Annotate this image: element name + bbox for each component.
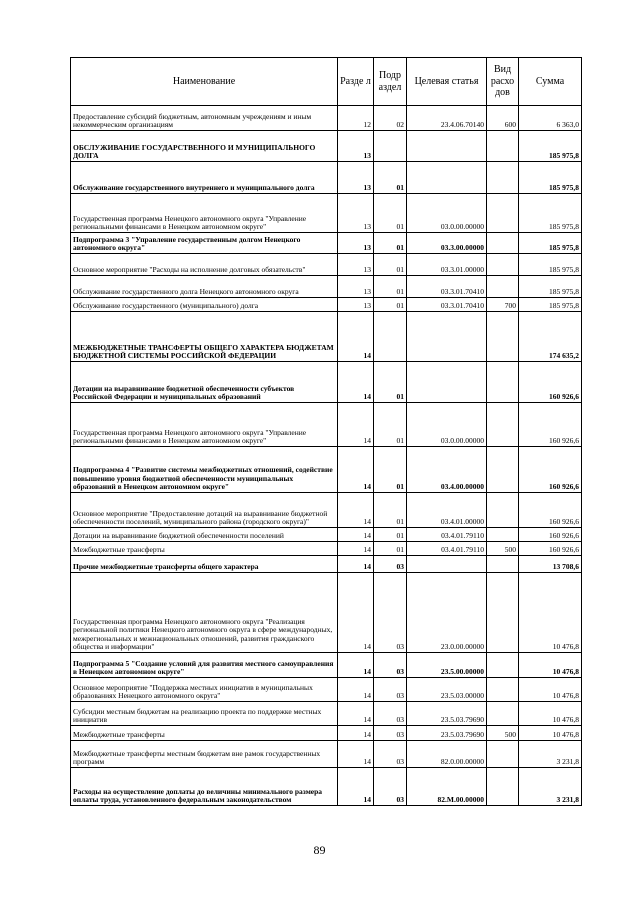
cell-section: 14 [338,556,374,573]
cell-subsection: 01 [374,298,407,312]
cell-expense-type [487,362,519,403]
cell-name: Основное мероприятие "Предоставление дотаций на выравнивание бюджетной обеспеченности поселений, муниципального района (городского округа)" [71,493,338,528]
cell-section: 14 [338,403,374,447]
cell-target: 03.0.00.00000 [407,194,487,233]
cell-target: 03.4.01.79110 [407,542,487,556]
table-row [71,233,582,254]
cell-target [407,162,487,194]
cell-section: 14 [338,726,374,741]
cell-expense-type: 500 [487,726,519,741]
cell-expense-type [487,678,519,702]
cell-subsection [374,312,407,362]
cell-section: 13 [338,162,374,194]
cell-subsection: 01 [374,254,407,276]
cell-amount: 174 635,2 [519,312,582,362]
cell-amount: 10 476,8 [519,573,582,653]
cell-target [407,556,487,573]
cell-name: МЕЖБЮДЖЕТНЫЕ ТРАНСФЕРТЫ ОБЩЕГО ХАРАКТЕРА БЮДЖЕТАМ БЮДЖЕТНОЙ СИСТЕМЫ РОССИЙСКОЙ ФЕДЕРАЦИИ [71,312,338,362]
table-header-row [71,58,582,106]
header-subsection: Подр аздел [374,58,407,106]
cell-name: Подпрограмма 3 "Управление государственным долгом Ненецкого автономного округа" [71,233,338,254]
cell-name: Обслуживание государственного внутреннего и муниципального долга [71,162,338,194]
cell-section: 14 [338,447,374,493]
table-row [71,768,582,806]
cell-name: Обслуживание государственного (муниципального) долга [71,298,338,312]
cell-name: Основное мероприятие "Поддержка местных инициатив в муниципальных образованиях Ненецкого автономного округа" [71,678,338,702]
cell-target: 23.5.00.00000 [407,653,487,678]
cell-amount: 6 363,0 [519,106,582,131]
table-row [71,447,582,493]
cell-name: Обслуживание государственного долга Ненецкого автономного округа [71,276,338,298]
cell-section: 14 [338,542,374,556]
cell-expense-type [487,573,519,653]
table-row [71,403,582,447]
cell-expense-type: 700 [487,298,519,312]
cell-section: 14 [338,493,374,528]
cell-section: 14 [338,678,374,702]
table-row [71,556,582,573]
cell-name: ОБСЛУЖИВАНИЕ ГОСУДАРСТВЕННОГО И МУНИЦИПАЛЬНОГО ДОЛГА [71,131,338,162]
cell-target: 03.3.01.70410 [407,298,487,312]
cell-section: 13 [338,233,374,254]
cell-section: 14 [338,362,374,403]
cell-name: Государственная программа Ненецкого автономного округа "Управление региональными финансами в Ненецком автономном округе" [71,194,338,233]
cell-amount: 160 926,6 [519,403,582,447]
table-body [71,106,582,806]
cell-subsection: 02 [374,106,407,131]
cell-name: Межбюджетные трансферты [71,542,338,556]
cell-expense-type [487,528,519,542]
cell-name: Дотации на выравнивание бюджетной обеспеченности поселений [71,528,338,542]
table-row [71,678,582,702]
cell-amount: 10 476,8 [519,726,582,741]
cell-amount: 185 975,8 [519,233,582,254]
cell-expense-type [487,131,519,162]
cell-amount: 10 476,8 [519,702,582,726]
table-row [71,741,582,768]
cell-section: 14 [338,312,374,362]
cell-section: 14 [338,768,374,806]
table-row [71,528,582,542]
cell-section: 14 [338,702,374,726]
cell-subsection: 01 [374,162,407,194]
cell-target: 82.0.00.00000 [407,741,487,768]
cell-subsection: 03 [374,726,407,741]
cell-section: 14 [338,528,374,542]
cell-subsection: 01 [374,362,407,403]
cell-subsection: 03 [374,653,407,678]
table-row [71,493,582,528]
cell-target [407,312,487,362]
cell-target: 23.0.00.00000 [407,573,487,653]
cell-expense-type [487,403,519,447]
cell-name: Дотации на выравнивание бюджетной обеспеченности субъектов Российской Федерации и муниципальных образований [71,362,338,403]
cell-amount: 10 476,8 [519,653,582,678]
cell-expense-type [487,233,519,254]
table-row [71,542,582,556]
cell-subsection: 03 [374,702,407,726]
cell-amount: 160 926,6 [519,542,582,556]
cell-expense-type [487,556,519,573]
table-row [71,362,582,403]
cell-target: 23.4.06.70140 [407,106,487,131]
cell-expense-type [487,312,519,362]
page-number: 89 [313,843,326,857]
cell-expense-type [487,254,519,276]
cell-name: Подпрограмма 4 "Развитие системы межбюджетных отношений, содействие повышению уровня бюджетной обеспеченности муниципальных образований в Ненецком автономном округе" [71,447,338,493]
cell-subsection [374,131,407,162]
cell-section: 13 [338,276,374,298]
header-target: Целевая статья [407,58,487,106]
cell-amount: 3 231,8 [519,741,582,768]
cell-section: 12 [338,106,374,131]
cell-subsection: 01 [374,403,407,447]
cell-amount: 3 231,8 [519,768,582,806]
cell-subsection: 03 [374,678,407,702]
cell-target [407,362,487,403]
cell-amount: 160 926,6 [519,528,582,542]
cell-name: Государственная программа Ненецкого автономного округа "Управление региональными финансами в Ненецком автономном округе" [71,403,338,447]
table-row [71,194,582,233]
cell-subsection: 01 [374,493,407,528]
cell-amount: 160 926,6 [519,493,582,528]
cell-section: 14 [338,653,374,678]
table-row [71,162,582,194]
cell-amount: 185 975,8 [519,162,582,194]
cell-subsection: 01 [374,276,407,298]
cell-subsection: 01 [374,528,407,542]
cell-target: 03.4.01.79110 [407,528,487,542]
cell-expense-type [487,768,519,806]
cell-expense-type [487,447,519,493]
cell-amount: 185 975,8 [519,298,582,312]
cell-expense-type [487,162,519,194]
cell-section: 13 [338,131,374,162]
table-row [71,312,582,362]
cell-name: Предоставление субсидий бюджетным, автономным учреждениям и иным некоммерческим организациям [71,106,338,131]
table-row [71,726,582,741]
cell-name: Прочие межбюджетные трансферты общего характера [71,556,338,573]
cell-expense-type [487,276,519,298]
table-row [71,573,582,653]
cell-target: 03.4.01.00000 [407,493,487,528]
cell-section: 13 [338,254,374,276]
cell-expense-type [487,194,519,233]
cell-amount: 185 975,8 [519,254,582,276]
cell-target: 23.5.03.79690 [407,702,487,726]
cell-target: 82.М.00.00000 [407,768,487,806]
table-row [71,254,582,276]
cell-subsection: 03 [374,573,407,653]
cell-subsection: 03 [374,556,407,573]
cell-name: Субсидии местным бюджетам на реализацию проекта по поддержке местных инициатив [71,702,338,726]
cell-subsection: 01 [374,233,407,254]
cell-target: 03.3.00.00000 [407,233,487,254]
cell-section: 13 [338,194,374,233]
cell-amount: 185 975,8 [519,194,582,233]
cell-target: 03.4.00.00000 [407,447,487,493]
cell-amount: 185 975,8 [519,276,582,298]
cell-subsection: 01 [374,194,407,233]
cell-name: Расходы на осуществление доплаты до величины минимального размера оплаты труда, установленного федеральным законодательством [71,768,338,806]
cell-target: 03.3.01.00000 [407,254,487,276]
cell-name: Межбюджетные трансферты [71,726,338,741]
cell-expense-type [487,653,519,678]
table-row [71,702,582,726]
header-name: Наименование [71,58,338,106]
cell-amount: 10 476,8 [519,678,582,702]
table-row [71,653,582,678]
cell-target: 03.0.00.00000 [407,403,487,447]
cell-expense-type [487,702,519,726]
cell-expense-type [487,741,519,768]
cell-subsection: 03 [374,768,407,806]
cell-target: 23.5.03.79690 [407,726,487,741]
cell-target: 03.3.01.70410 [407,276,487,298]
cell-expense-type: 600 [487,106,519,131]
cell-amount: 160 926,6 [519,362,582,403]
header-section: Разде л [338,58,374,106]
table-row [71,298,582,312]
cell-target [407,131,487,162]
cell-amount: 13 708,6 [519,556,582,573]
cell-subsection: 01 [374,542,407,556]
cell-expense-type: 500 [487,542,519,556]
cell-name: Основное мероприятие "Расходы на исполнение долговых обязательств" [71,254,338,276]
cell-target: 23.5.03.00000 [407,678,487,702]
table-row [71,276,582,298]
budget-table [70,57,582,806]
table-row [71,131,582,162]
cell-amount: 185 975,8 [519,131,582,162]
header-expense-type: Вид расхо дов [487,58,519,106]
table-row [71,106,582,131]
cell-section: 14 [338,741,374,768]
cell-amount: 160 926,6 [519,447,582,493]
header-amount: Сумма [519,58,582,106]
cell-subsection: 01 [374,447,407,493]
cell-name: Подпрограмма 5 "Создание условий для развития местного самоуправления в Ненецком автономном округе" [71,653,338,678]
cell-expense-type [487,493,519,528]
cell-subsection: 03 [374,741,407,768]
cell-section: 13 [338,298,374,312]
cell-name: Межбюджетные трансферты местным бюджетам вне рамок государственных программ [71,741,338,768]
cell-section: 14 [338,573,374,653]
cell-name: Государственная программа Ненецкого автономного округа "Реализация региональной политики Ненецкого автономного округа в сфере международных, межрегиональных и межнациональных отношений, развития гражданского общества и информации" [71,573,338,653]
